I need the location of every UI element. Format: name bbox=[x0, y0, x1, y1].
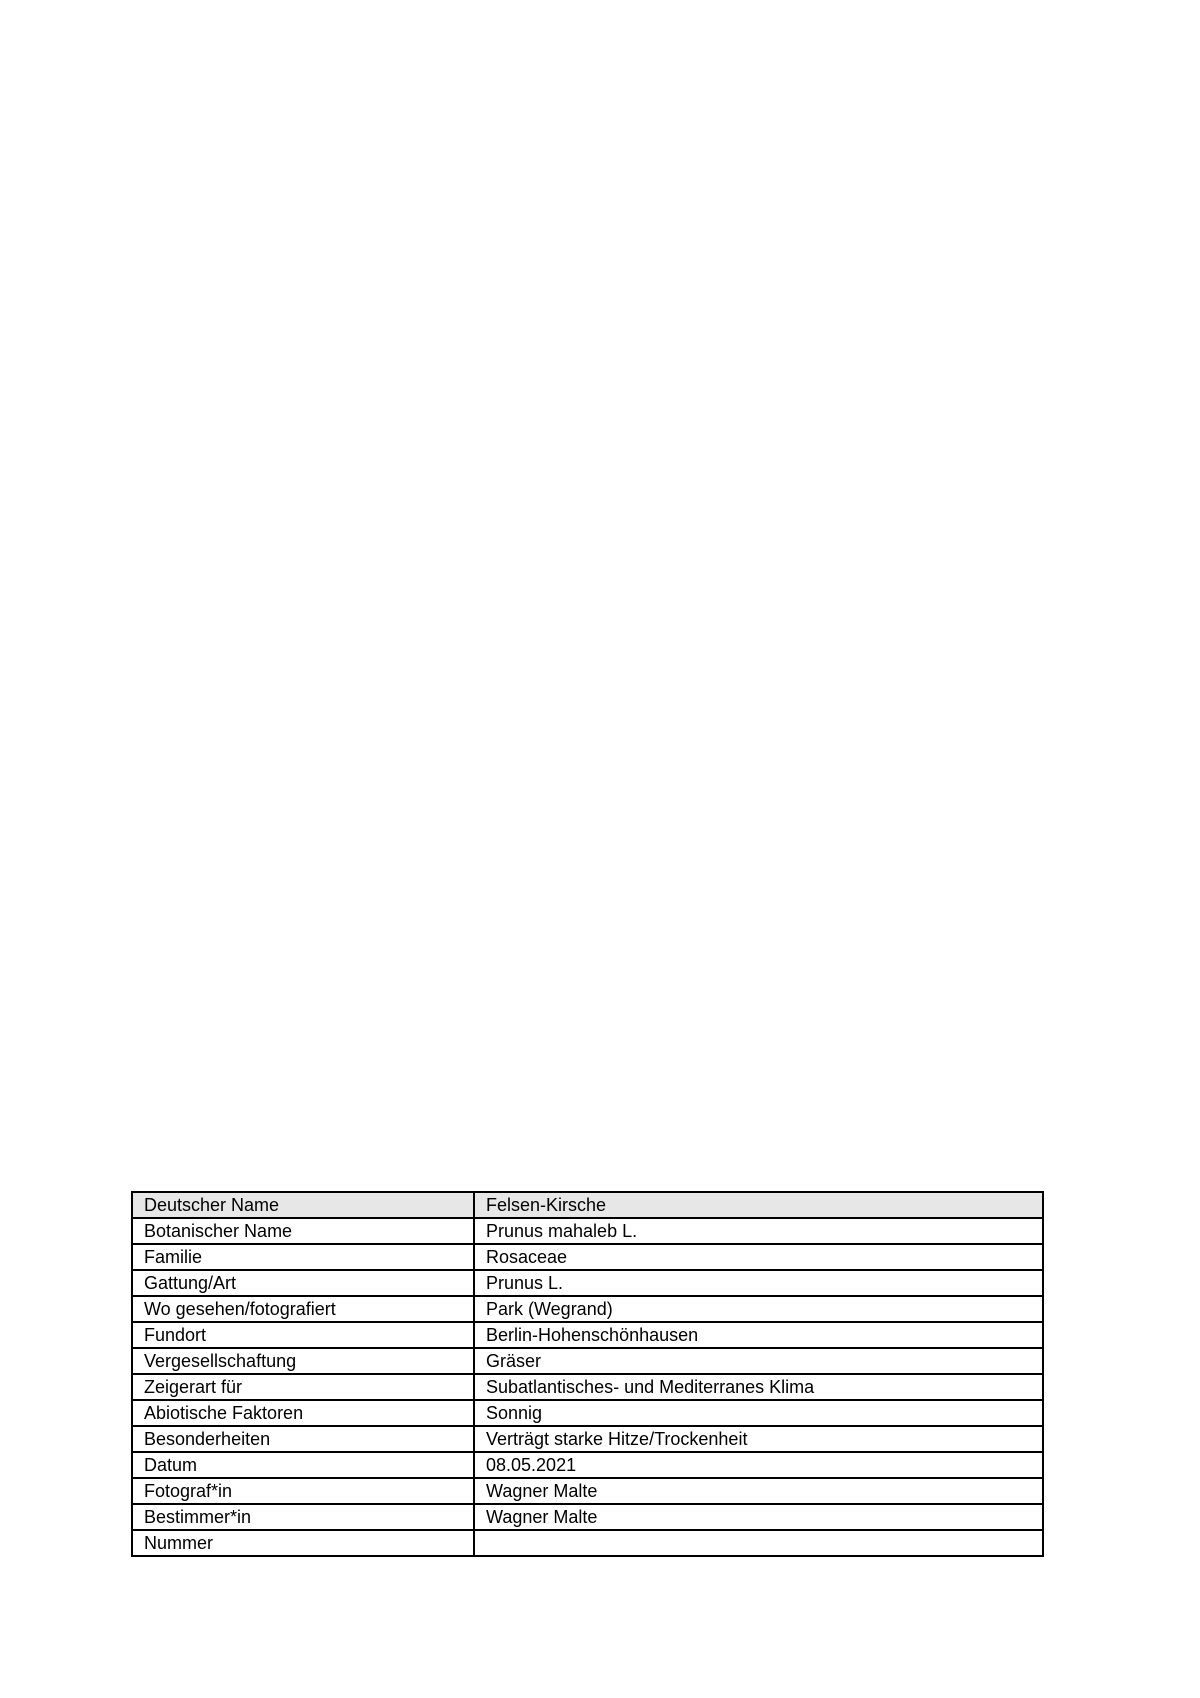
row-value: Berlin-Hohenschönhausen bbox=[474, 1322, 1043, 1348]
row-value: Prunus mahaleb L. bbox=[474, 1218, 1043, 1244]
table-row-wo-gesehen bbox=[132, 1296, 1043, 1322]
table-row-familie bbox=[132, 1244, 1043, 1270]
row-value: Gräser bbox=[474, 1348, 1043, 1374]
row-label: Fotograf*in bbox=[132, 1478, 474, 1504]
row-label: Bestimmer*in bbox=[132, 1504, 474, 1530]
row-value: Park (Wegrand) bbox=[474, 1296, 1043, 1322]
row-label: Datum bbox=[132, 1452, 474, 1478]
row-label: Familie bbox=[132, 1244, 474, 1270]
table-row-deutscher-name bbox=[132, 1192, 1043, 1218]
row-value: Prunus L. bbox=[474, 1270, 1043, 1296]
row-label: Zeigerart für bbox=[132, 1374, 474, 1400]
table-row-gattung-art bbox=[132, 1270, 1043, 1296]
row-value: Wagner Malte bbox=[474, 1478, 1043, 1504]
table-row-fotograf bbox=[132, 1478, 1043, 1504]
row-label: Besonderheiten bbox=[132, 1426, 474, 1452]
row-label: Fundort bbox=[132, 1322, 474, 1348]
row-label: Nummer bbox=[132, 1530, 474, 1556]
row-value: Rosaceae bbox=[474, 1244, 1043, 1270]
table-row-botanischer-name bbox=[132, 1218, 1043, 1244]
table-row-vergesellschaftung bbox=[132, 1348, 1043, 1374]
row-value: Verträgt starke Hitze/Trockenheit bbox=[474, 1426, 1043, 1452]
table-row-fundort bbox=[132, 1322, 1043, 1348]
table-row-datum bbox=[132, 1452, 1043, 1478]
table-row-abiotische-faktoren bbox=[132, 1400, 1043, 1426]
row-label: Botanischer Name bbox=[132, 1218, 474, 1244]
table-row-nummer bbox=[132, 1530, 1043, 1556]
row-value: Felsen-Kirsche bbox=[474, 1192, 1043, 1218]
row-value: 08.05.2021 bbox=[474, 1452, 1043, 1478]
row-value: Sonnig bbox=[474, 1400, 1043, 1426]
table-row-zeigerart bbox=[132, 1374, 1043, 1400]
row-value: Subatlantisches- und Mediterranes Klima bbox=[474, 1374, 1043, 1400]
row-label: Gattung/Art bbox=[132, 1270, 474, 1296]
row-label: Wo gesehen/fotografiert bbox=[132, 1296, 474, 1322]
row-label: Deutscher Name bbox=[132, 1192, 474, 1218]
table-row-bestimmer bbox=[132, 1504, 1043, 1530]
row-label: Vergesellschaftung bbox=[132, 1348, 474, 1374]
plant-record-table bbox=[131, 1191, 1044, 1557]
row-label: Abiotische Faktoren bbox=[132, 1400, 474, 1426]
row-value: Wagner Malte bbox=[474, 1504, 1043, 1530]
row-value bbox=[474, 1530, 1043, 1556]
table-row-besonderheiten bbox=[132, 1426, 1043, 1452]
